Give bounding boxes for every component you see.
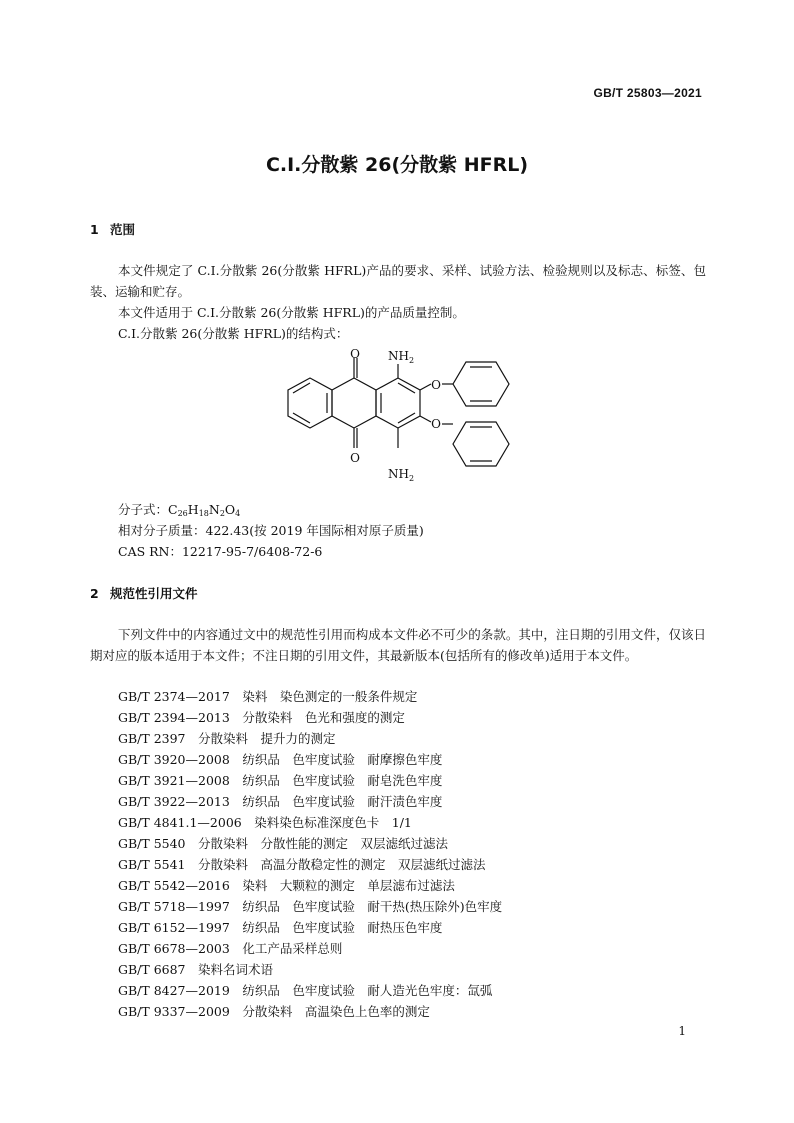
reference-item: GB/T 5718—1997 纺织品 色牢度试验 耐干热(热压除外)色牢度 xyxy=(118,899,503,914)
reference-item: GB/T 2394—2013 分散染料 色光和强度的测定 xyxy=(118,710,405,725)
reference-item: GB/T 5540 分散染料 分散性能的测定 双层滤纸过滤法 xyxy=(118,836,449,851)
carbonyl-oxygen-bottom: O xyxy=(350,451,360,465)
amino-group-top: $NH_2$ xyxy=(388,349,415,365)
ether-oxygen-bottom: O xyxy=(431,417,441,431)
document-title: C.I.分散紫 26(分散紫 HFRL) xyxy=(265,154,529,176)
carbonyl-oxygen-top: O xyxy=(350,347,360,361)
reference-item: GB/T 5542—2016 染料 大颗粒的测定 单层滤布过滤法 xyxy=(118,878,455,893)
reference-item: GB/T 6678—2003 化工产品采样总则 xyxy=(118,941,343,956)
reference-item: GB/T 5541 分散染料 高温分散稳定性的测定 双层滤纸过滤法 xyxy=(118,857,486,872)
section-1-heading xyxy=(90,220,135,238)
standard-code: GB/T 25803—2021 xyxy=(593,86,702,100)
formula-n: N xyxy=(208,502,220,517)
formula-h: H xyxy=(187,502,199,517)
benzene-ring-right xyxy=(376,378,420,428)
section-number: 2 xyxy=(90,586,99,601)
section-2-heading xyxy=(90,584,198,602)
reference-item: GB/T 3921—2008 纺织品 色牢度试验 耐皂洗色牢度 xyxy=(118,773,443,788)
cas-number: CAS RN：12217-95-7/6408-72-6 xyxy=(118,544,323,559)
formula-o: O xyxy=(224,502,236,517)
normative-intro: 下列文件中的内容通过文中的规范性引用而构成本文件必不可少的条款。其中，注日期的引用文件，仅该日期对应的版本适用于本文件；不注日期的引用文件，其最新版本(包括所有的修改单)适用于本文件。 xyxy=(90,627,706,663)
applicability-paragraph: 本文件适用于 C.I.分散紫 26(分散紫 HFRL)的产品质量控制。 xyxy=(118,305,465,320)
reference-item: GB/T 8427—2019 纺织品 色牢度试验 耐人造光色牢度：氙弧 xyxy=(118,983,493,998)
section-title: 规范性引用文件 xyxy=(110,586,198,601)
phenyl-ring-bottom xyxy=(453,422,509,466)
reference-item: GB/T 9337—2009 分散染料 高温染色上色率的测定 xyxy=(118,1004,430,1019)
reference-item: GB/T 4841.1—2006 染料染色标准深度色卡 1/1 xyxy=(118,815,412,830)
reference-item: GB/T 2374—2017 染料 染色测定的一般条件规定 xyxy=(118,689,418,704)
section-title: 范围 xyxy=(110,222,136,237)
molecular-formula: 分子式：$C_{26}H_{18}N_2O_4$ xyxy=(118,502,241,518)
reference-item: GB/T 3920—2008 纺织品 色牢度试验 耐摩擦色牢度 xyxy=(118,752,443,767)
reference-item: GB/T 6687 染料名词术语 xyxy=(118,962,274,977)
reference-item: GB/T 6152—1997 纺织品 色牢度试验 耐热压色牢度 xyxy=(118,920,443,935)
reference-item: GB/T 3922—2013 纺织品 色牢度试验 耐汗渍色牢度 xyxy=(118,794,443,809)
molecular-mass: 相对分子质量：422.43(按 2019 年国际相对原子质量) xyxy=(118,523,424,538)
scope-paragraph: 本文件规定了 C.I.分散紫 26(分散紫 HFRL)产品的要求、采样、试验方法、检验规则以及标志、标签、包装、运输和贮存。 xyxy=(90,263,706,299)
phenyl-ring-top xyxy=(453,362,509,406)
formula-c: C xyxy=(168,502,178,517)
reference-item: GB/T 2397 分散染料 提升力的测定 xyxy=(118,731,336,746)
benzene-ring-left xyxy=(288,378,332,428)
structural-formula xyxy=(260,344,540,492)
structure-intro: C.I.分散紫 26(分散紫 HFRL)的结构式： xyxy=(118,326,349,341)
ether-oxygen-top: O xyxy=(431,378,441,392)
page-number: 1 xyxy=(678,1024,686,1038)
amino-group-bottom: $NH_2$ xyxy=(388,467,415,483)
quinone-ring xyxy=(332,378,376,428)
section-number: 1 xyxy=(90,222,99,237)
